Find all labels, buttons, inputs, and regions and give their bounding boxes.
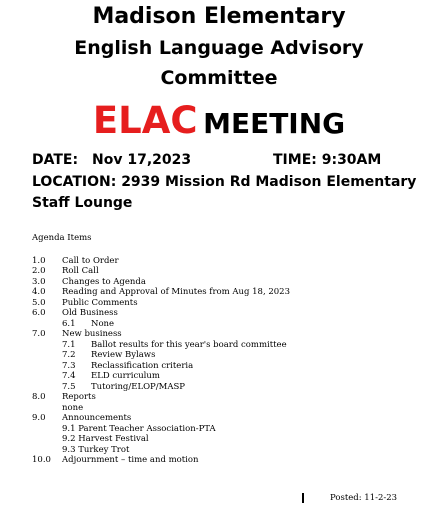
agenda-item-number: 8.0 xyxy=(32,392,46,402)
elac-label: ELAC xyxy=(92,99,198,142)
agenda-item-text: Reports xyxy=(62,392,96,402)
meeting-time: TIME: 9:30AM xyxy=(273,152,382,168)
posted-date: Posted: 11-2-23 xyxy=(330,493,398,503)
agenda-item-number: 10.0 xyxy=(32,455,51,465)
agenda-item-number: 4.0 xyxy=(32,287,46,297)
agenda-title: Agenda Items xyxy=(32,233,92,243)
agenda-item-text: Roll Call xyxy=(62,266,99,276)
agenda-subitem-text: None xyxy=(91,318,115,329)
agenda-item-number: 3.0 xyxy=(32,276,46,287)
committee-name-line1: English Language Advisory xyxy=(74,37,364,59)
agenda-item-text: Changes to Agenda xyxy=(62,276,146,287)
agenda-subitem xyxy=(32,403,92,414)
agenda-item xyxy=(32,276,146,288)
agenda-item xyxy=(32,413,132,424)
meeting-label: MEETING xyxy=(203,107,346,140)
agenda-subitem-text: 9.3 Turkey Trot xyxy=(62,444,130,455)
agenda-subitem-text: Tutoring/ELOP/MASP xyxy=(91,381,186,392)
agenda-subitem xyxy=(32,371,160,382)
agenda-item-number: 7.0 xyxy=(32,329,46,339)
agenda-item xyxy=(32,297,138,309)
agenda-subitem xyxy=(32,423,216,435)
agenda-item-text: Public Comments xyxy=(62,297,138,308)
agenda-subitem xyxy=(32,444,130,456)
agenda-item-number: 6.0 xyxy=(32,308,46,318)
school-name: Madison Elementary xyxy=(92,4,346,29)
agenda-subitem-text: ELD curriculum xyxy=(91,371,160,381)
agenda-item xyxy=(32,329,122,340)
agenda-item-text: Reading and Approval of Minutes from Aug 18, 2023 xyxy=(62,287,290,297)
agenda-subitem xyxy=(32,360,194,372)
agenda-subitem-text: Ballot results for this year's board committee xyxy=(91,339,287,350)
location-line2: Staff Lounge xyxy=(32,195,133,211)
meeting-title xyxy=(0,99,438,150)
agenda-item xyxy=(32,455,199,466)
agenda-subitem-number: 7.4 xyxy=(62,371,76,381)
date-value: Nov 17,2023 xyxy=(92,152,192,168)
agenda-item xyxy=(32,266,99,277)
agenda-subitem-text: Review Bylaws xyxy=(91,350,156,360)
agenda-subitem-text: 9.1 Parent Teacher Association-PTA xyxy=(62,423,216,434)
agenda-subitem-text: Reclassification criteria xyxy=(91,360,194,371)
agenda-subitem-text: none xyxy=(62,402,84,413)
agenda-subitem xyxy=(32,318,115,330)
text-cursor-mark xyxy=(302,493,304,503)
agenda-item-number: 5.0 xyxy=(32,297,46,308)
agenda-item-text: Old Business xyxy=(62,308,118,318)
agenda-subitem-number: 6.1 xyxy=(62,318,76,329)
agenda-item-text: New business xyxy=(62,329,122,339)
date-label: DATE: xyxy=(32,152,79,168)
agenda-item-text: Adjournment – time and motion xyxy=(62,455,199,465)
agenda-subitem-number: 7.3 xyxy=(62,360,76,371)
agenda-item xyxy=(32,392,96,403)
agenda-item xyxy=(32,255,119,267)
agenda-subitem xyxy=(32,434,149,445)
agenda-subitem-text: 9.2 Harvest Festival xyxy=(62,434,149,444)
agenda-item-text: Announcements xyxy=(62,413,132,423)
agenda-item-number: 9.0 xyxy=(32,413,46,423)
agenda-item xyxy=(32,308,118,319)
agenda-subitem xyxy=(32,339,287,351)
agenda-item xyxy=(32,287,290,298)
agenda-list xyxy=(32,233,290,466)
agenda-subitem-number: 7.1 xyxy=(62,339,76,350)
agenda-subitem-number: 7.2 xyxy=(62,350,76,360)
agenda-subitem xyxy=(32,350,156,361)
agenda-item-number: 1.0 xyxy=(32,255,46,266)
agenda-subitem-number: 7.5 xyxy=(62,381,76,392)
agenda-item-text: Call to Order xyxy=(62,255,119,266)
location-line1: LOCATION: 2939 Mission Rd Madison Elementary xyxy=(32,174,417,190)
agenda-item-number: 2.0 xyxy=(32,266,46,276)
agenda-subitem xyxy=(32,381,186,393)
committee-name-line2: Committee xyxy=(160,67,278,89)
